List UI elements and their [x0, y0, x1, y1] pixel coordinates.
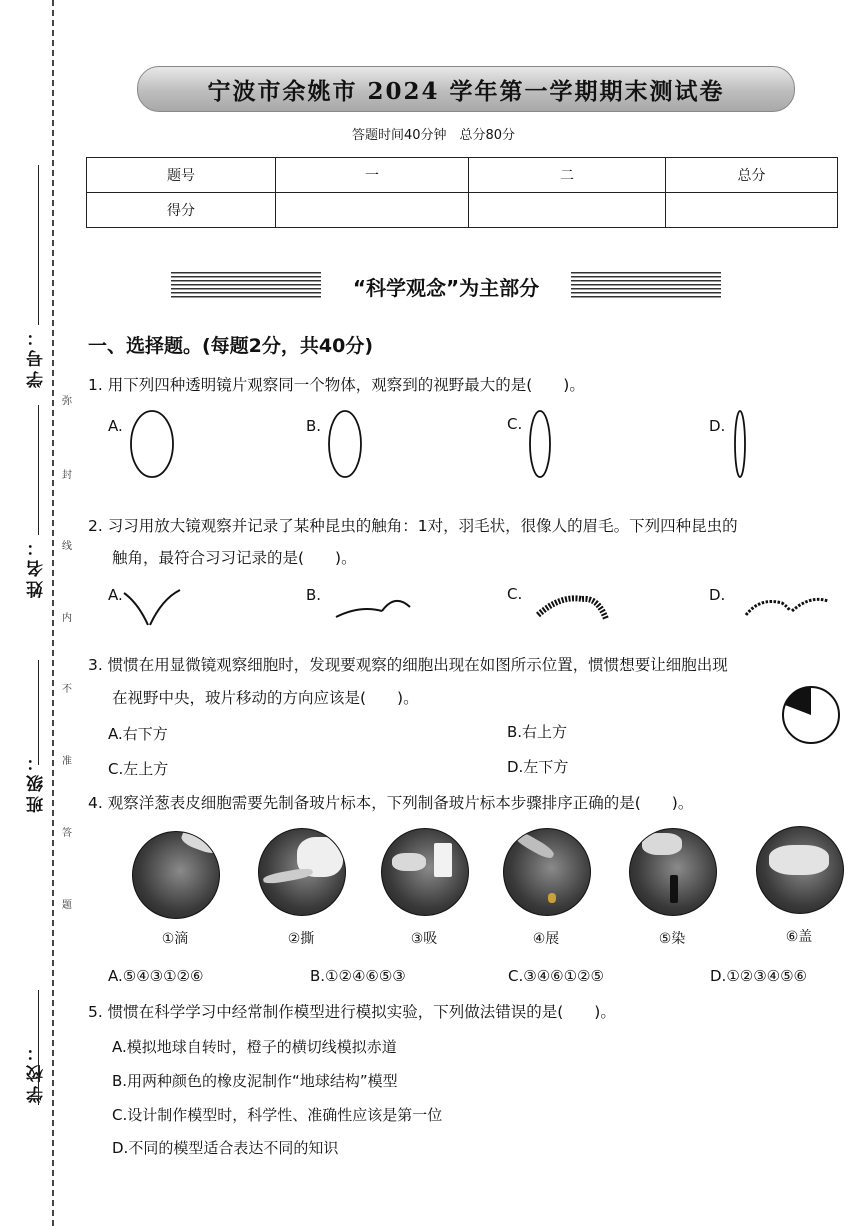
section-title: “科学观念”为主部分: [341, 272, 551, 301]
lens-d-icon: [735, 411, 745, 477]
step-photo-absorb: [381, 828, 469, 916]
option-label[interactable]: D.: [709, 417, 726, 435]
table-cell: 总分: [666, 158, 838, 193]
score-input-cell[interactable]: [276, 193, 469, 228]
question-number: 3.: [88, 656, 103, 674]
step-caption: ③吸: [410, 931, 438, 947]
option-label[interactable]: C.设计制作模型时，科学性、准确性应该是第一位: [112, 1106, 443, 1124]
step-photo-stain: [629, 828, 717, 916]
binding-line: [52, 0, 54, 1226]
step-caption: ④展: [532, 931, 560, 947]
antenna-shapes: [120, 585, 840, 635]
option-label[interactable]: A.⑤④③①②⑥: [108, 967, 204, 985]
question-number: 5.: [88, 1003, 103, 1021]
score-table: [86, 157, 838, 228]
decor-stripes: [171, 272, 321, 300]
option-label[interactable]: C.: [507, 415, 523, 433]
question-3: [88, 653, 728, 677]
option-label[interactable]: D.①②③④⑤⑥: [710, 967, 808, 985]
class-field[interactable]: [38, 660, 39, 765]
blotting-paper-icon: [434, 843, 452, 877]
antenna-c-icon: [538, 598, 606, 619]
lens-shapes: [125, 408, 755, 482]
lens-c-icon: [530, 411, 550, 477]
option-label[interactable]: A.模拟地球自转时，橙子的横切线模拟赤道: [112, 1038, 397, 1056]
score-input-cell[interactable]: [469, 193, 666, 228]
question-5: [88, 1000, 616, 1024]
school-label: 学校：: [27, 1040, 47, 1103]
question-text: 习习用放大镜观察并记录了某种昆虫的触角：1对，羽毛状，很像人的眉毛。下列四种昆虫的: [107, 517, 738, 535]
step-caption: ⑥盖: [785, 929, 813, 945]
step-photo-drop: [132, 831, 220, 919]
id-field[interactable]: [38, 165, 39, 325]
name-label: 姓名：: [27, 535, 47, 598]
tweezers-icon: [263, 867, 314, 886]
step-caption: ②撕: [287, 931, 315, 947]
seal-char: 内: [62, 613, 72, 624]
question-1: [88, 373, 585, 397]
question-number: 1.: [88, 376, 103, 394]
needle-icon: [512, 829, 556, 861]
part-title: 一、选择题。(每题2分，共40分): [88, 335, 374, 357]
option-label[interactable]: A.: [108, 417, 123, 435]
section-banner: [171, 266, 721, 306]
option-label[interactable]: B.右上方: [507, 723, 568, 741]
seal-char: 不: [62, 684, 72, 695]
seal-char: 准: [62, 756, 72, 767]
question-text: 惯惯在用显微镜观察细胞时，发现要观察的细胞出现在如图所示位置，惯惯想要让细胞出现: [107, 656, 728, 674]
hand-icon: [769, 845, 829, 875]
dropper-icon: [670, 875, 678, 903]
question-number: 2.: [88, 517, 103, 535]
name-field[interactable]: [38, 405, 39, 535]
sample-icon: [548, 893, 556, 903]
option-label[interactable]: B.用两种颜色的橡皮泥制作“地球结构”模型: [112, 1072, 398, 1090]
question-text-cont: 触角，最符合习习记录的是( )。: [112, 549, 357, 567]
score-input-cell[interactable]: [666, 193, 838, 228]
table-cell: 题号: [87, 158, 276, 193]
step-photo-cover: [756, 826, 844, 914]
option-label[interactable]: A.: [108, 586, 123, 604]
lens-b-icon: [329, 411, 361, 477]
table-cell: 得分: [87, 193, 276, 228]
id-label: 学号：: [27, 325, 47, 388]
step-photo-spread: [503, 828, 591, 916]
seal-char: 封: [62, 470, 72, 481]
hand-icon: [392, 853, 426, 871]
option-label[interactable]: A.右下方: [108, 725, 168, 743]
hand-icon: [642, 833, 682, 855]
question-text-cont: 在视野中央，玻片移动的方向应该是( )。: [112, 689, 419, 707]
question-2: [88, 514, 738, 538]
question-text: 用下列四种透明镜片观察同一个物体，观察到的视野最大的是( )。: [107, 376, 585, 394]
antenna-a-icon: [124, 590, 180, 625]
step-caption: ①滴: [161, 931, 189, 947]
exam-title: 宁波市余姚市 2024 学年第一学期期末测试卷: [137, 66, 795, 112]
microscope-field-icon: [780, 684, 842, 746]
option-label[interactable]: B.: [306, 586, 322, 604]
step-photo-tear: [258, 828, 346, 916]
option-label[interactable]: B.: [306, 417, 322, 435]
option-label[interactable]: B.①②④⑥⑤③: [310, 967, 406, 985]
option-label[interactable]: C.③④⑥①②⑤: [508, 967, 604, 985]
option-label[interactable]: D.: [709, 586, 726, 604]
antenna-b-icon: [336, 601, 410, 617]
seal-char: 答: [62, 828, 72, 839]
question-text: 观察洋葱表皮细胞需要先制备玻片标本，下列制备玻片标本步骤排序正确的是( )。: [107, 794, 694, 812]
antenna-d-icon: [746, 599, 828, 615]
exam-subtitle: 答题时间40分钟 总分80分: [351, 128, 516, 143]
seal-char: 弥: [62, 396, 72, 407]
option-label[interactable]: D.左下方: [507, 758, 569, 776]
table-cell: 一: [276, 158, 469, 193]
option-label[interactable]: C.: [507, 585, 523, 603]
table-row: [87, 193, 838, 228]
hand-icon: [179, 831, 220, 856]
table-cell: 二: [469, 158, 666, 193]
seal-char: 线: [62, 541, 72, 552]
question-4: [88, 791, 693, 815]
table-row: [87, 158, 838, 193]
step-caption: ⑤染: [658, 931, 686, 947]
school-field[interactable]: [38, 990, 39, 1105]
option-label[interactable]: C.左上方: [108, 760, 169, 778]
option-label[interactable]: D.不同的模型适合表达不同的知识: [112, 1139, 339, 1157]
class-label: 班级：: [27, 750, 47, 813]
question-text: 惯惯在科学学习中经常制作模型进行模拟实验，下列做法错误的是( )。: [107, 1003, 616, 1021]
decor-stripes: [571, 272, 721, 300]
seal-char: 题: [62, 900, 72, 911]
question-number: 4.: [88, 794, 103, 812]
lens-a-icon: [131, 411, 173, 477]
